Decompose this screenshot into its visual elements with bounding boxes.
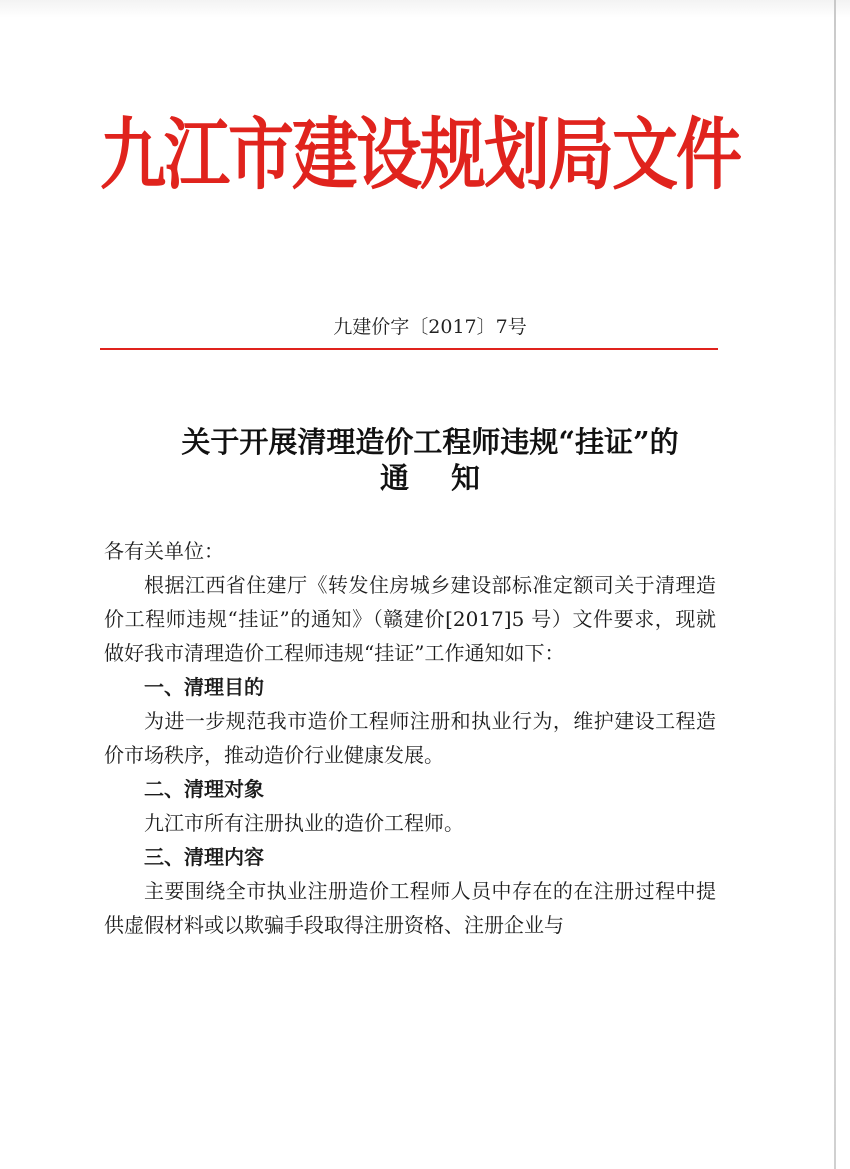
scan-edge-right	[834, 0, 836, 1169]
section-text-2: 九江市所有注册执业的造价工程师。	[144, 811, 464, 835]
notice-title-line-2: 通知	[379, 461, 522, 495]
red-divider-line	[100, 348, 718, 350]
salutation: 各有关单位：	[104, 539, 224, 563]
scan-edge-top	[0, 0, 850, 18]
document-number: 九建价字〔2017〕7号	[333, 316, 527, 338]
section-text-1: 为进一步规范我市造价工程师注册和执业行为，维护建设工程造价市场秩序，推动造价行业健康发展。	[104, 709, 716, 767]
section-heading-3: 三、清理内容	[144, 845, 264, 869]
notice-title	[110, 424, 750, 496]
intro-paragraph: 根据江西省住建厅《转发住房城乡建设部标准定额司关于清理造价工程师违规“挂证”的通知》（赣建价[2017]5 号）文件要求，现就做好我市清理造价工程师违规“挂证”工作通知如下：	[104, 573, 716, 665]
section-heading-1: 一、清理目的	[144, 675, 264, 699]
section-text-3: 主要围绕全市执业注册造价工程师人员中存在的在注册过程中提供虚假材料或以欺骗手段取得注册资格、注册企业与	[104, 879, 716, 937]
section-heading-2: 二、清理对象	[144, 777, 264, 801]
notice-body	[104, 534, 716, 942]
document-masthead: 九江市建设规划局文件	[100, 108, 740, 201]
notice-title-line-1: 关于开展清理造价工程师违规“挂证”的	[181, 425, 679, 459]
